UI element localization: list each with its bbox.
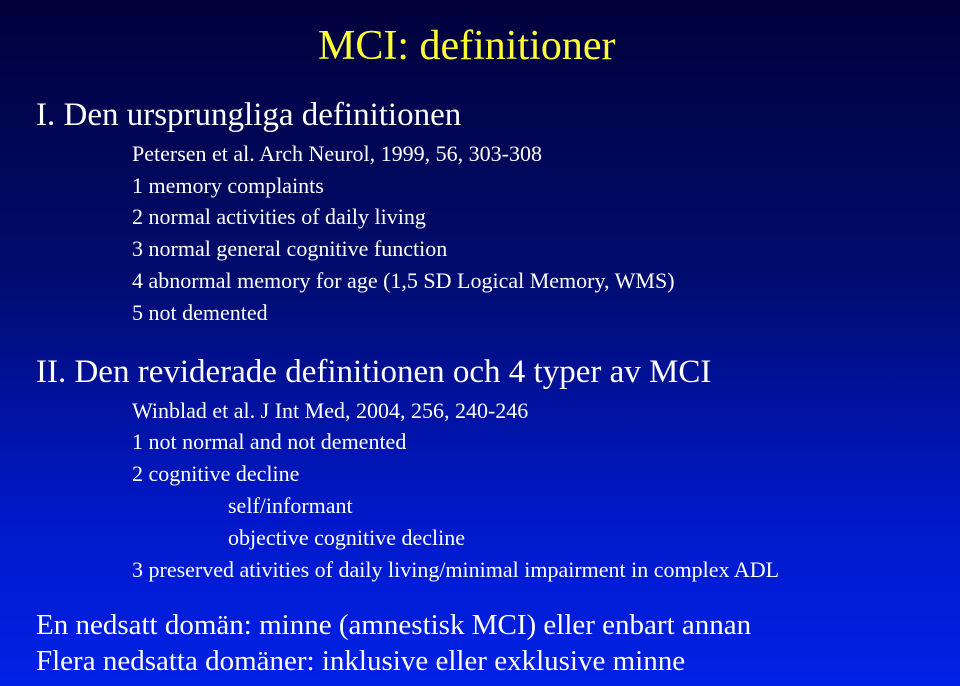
section-heading-original-definition: I. Den ursprungliga definitionen (36, 97, 462, 133)
slide-title: MCI: definitioner (318, 23, 616, 69)
citation-winblad: Winblad et al. J Int Med, 2004, 256, 240-246 (132, 398, 529, 423)
criterion-subitem: self/informant (228, 493, 353, 518)
section-heading-revised-definition: II. Den reviderade definitionen och 4 typer av MCI (36, 354, 712, 390)
criterion-item: 4 abnormal memory for age (1,5 SD Logical Memory, WMS) (132, 268, 675, 293)
criterion-item: 1 memory complaints (132, 173, 324, 198)
citation-petersen: Petersen et al. Arch Neurol, 1999, 56, 303-308 (132, 141, 542, 166)
criterion-item: 1 not normal and not demented (132, 429, 407, 454)
criterion-item: 2 cognitive decline (132, 461, 300, 486)
footer-line-single-domain: En nedsatt domän: minne (amnestisk MCI) eller enbart annan (36, 609, 752, 641)
footer-line-multiple-domains: Flera nedsatta domäner: inklusive eller exklusive minne (36, 645, 686, 677)
criterion-subitem: objective cognitive decline (228, 525, 466, 550)
criterion-item: 5 not demented (132, 300, 268, 325)
criterion-item: 3 preserved ativities of daily living/minimal impairment in complex ADL (132, 557, 780, 582)
criterion-item: 3 normal general cognitive function (132, 236, 448, 261)
criterion-item: 2 normal activities of daily living (132, 204, 426, 229)
